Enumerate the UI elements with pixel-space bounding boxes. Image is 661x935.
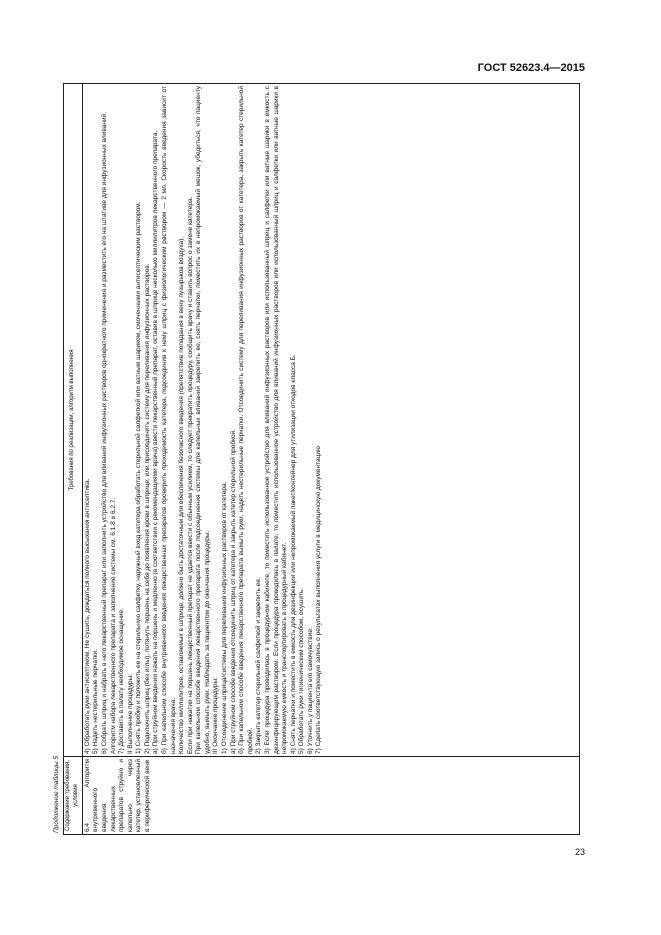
- requirement-line: 6) Уточнить у пациента его самочувствие.: [306, 627, 314, 754]
- table-row: [82, 84, 579, 835]
- requirement-line: Если при нажатии на поршень лекарственный препарат не удается ввести с обычным усилием, то следует прекратить процедуру, сообщить врачу и ставить вопрос о замене катетера.: [186, 196, 194, 754]
- requirement-line: II Выполнение процедуры:: [126, 674, 134, 754]
- document-code: ГОСТ 52623.4—2015: [477, 62, 585, 74]
- table-header-row: [64, 84, 83, 835]
- requirement-line: 2) Закрыть катетер стерильной салфеткой и закрепить ее.: [255, 577, 263, 754]
- rotated-table-area: [51, 83, 580, 835]
- requirement-line: 3) Если процедура проводилась в процедурном кабинете, то поместить использованное устройство для вливаний инфузионных растворов или использованный шприц и салфетки или ватные шарики в емкость с дезинфицирующим раствором. Если процедура проводилась в палате, то поместить использованное устройство для вливаний инфузионных растворов или использованный шприц и салфетки или ватные шарики в непромокаемую емкость и транспортировать в процедурный кабинет.: [263, 86, 289, 754]
- requirement-line: 1) Снять пробку и положить ее на стерильную салфетку, наружный вход катетера обработать стерильной салфеткой или ватным шариком, смоченными антисептическим раствором.: [135, 201, 143, 754]
- requirement-line: Количество миллилитров, оставляемых в шприце, должно быть достаточным для обеспечения безопасного введения (препятствие попадания в вену пузырьков воздуха).: [178, 236, 186, 754]
- requirement-line: 2) Подключить шприц (без иглы), потянуть поршень на себя до появления крови в шприце; или присоединить систему для переливания инфузионных растворов.: [143, 263, 151, 754]
- requirement-line: 5) Обработать руки гигиеническим способом, осушить.: [298, 587, 306, 754]
- requirement-line: 5) Надеть нестерильные перчатки.: [92, 648, 100, 754]
- requirement-line: 1) Отсоединение шприца/системы для переливания инфузионных растворов от катетера.: [221, 481, 229, 754]
- requirement-line: 7) Сделать соответствующую запись о результатах выполнения услуги в медицинскую документацию: [315, 446, 323, 754]
- requirement-line: а) При струйном введении нажать на поршень и медленно (в соответствии с рекомендациями врача) ввести лекарственный препарат, оставив в шприце несколько миллилитров лекарственного препарата.: [152, 130, 160, 754]
- column-header-requirements: Требования по реализации, алгоритм выполнения: [64, 84, 83, 757]
- column-header-condition: Содержание требования, условия: [64, 757, 83, 835]
- requirement-line: б) При капельном способе внутривенного введения лекарственных препаратов проверить проходимость катетера, подсоединив к нему шприц с физиологическим раствором — 2 мл. Скорость введения зависит от назначения врача.: [161, 86, 177, 754]
- requirement-line: а) При струйном способе введения отсоединить шприц от катетера и закрыть катетер стерильной пробкой.: [229, 428, 237, 754]
- requirement-line: 6) Собрать шприц и набрать в него лекарственный препарат или заполнить устройство для вливаний инфузионных растворов однократного применения и разместить его на штативе для инфузионных вливаний.: [100, 112, 108, 754]
- requirement-line: 7) Доставить в палату необходимое оснащение.: [118, 608, 126, 754]
- requirement-line: III Окончание процедуры:: [212, 677, 220, 754]
- rotated-content: [51, 83, 580, 835]
- requirement-line: Алгоритм набора лекарственного препарата и заполнение системы см. 6.1.8 и 6.2.7.: [109, 497, 117, 754]
- table-continuation-label: Продолжение таблицы 5: [53, 755, 60, 833]
- requirements-cell: [82, 84, 579, 757]
- condition-cell: [82, 757, 579, 835]
- condition-text: 6.4 Алгоритм внутривенного введения лекарственных препаратов струйно и капельно через катетер, установленный в периферической вене: [83, 759, 151, 832]
- requirement-line: При капельном способе введения лекарственного препарата после подсоединения системы для капельных вливаний закрепить ее, снять перчатки, поместить их в непромокаемый мешок, убедиться, что пациенту удобно, вымыть руки. Наблюдать за пациентом до окончания процедуры.: [195, 86, 211, 754]
- requirement-line: 4) Обработать руки антисептиком. Не сушить, дождаться полного высыхания антисептика.: [83, 478, 91, 754]
- page-number: 23: [574, 847, 585, 857]
- requirements-table: [63, 83, 580, 835]
- requirement-line: б) При капельном способе введения лекарственного препарата вымыть руки, надеть нестерильные перчатки. Отсоединить систему для переливания инфузионных растворов от катетера, закрыть катетер стерильной пробкой.: [238, 86, 254, 754]
- requirement-line: 4) Снять перчатки и поместить в емкость для дезинфекции или непромокаемый пакет/контейнер для утилизации отходов класса Б.: [289, 354, 297, 754]
